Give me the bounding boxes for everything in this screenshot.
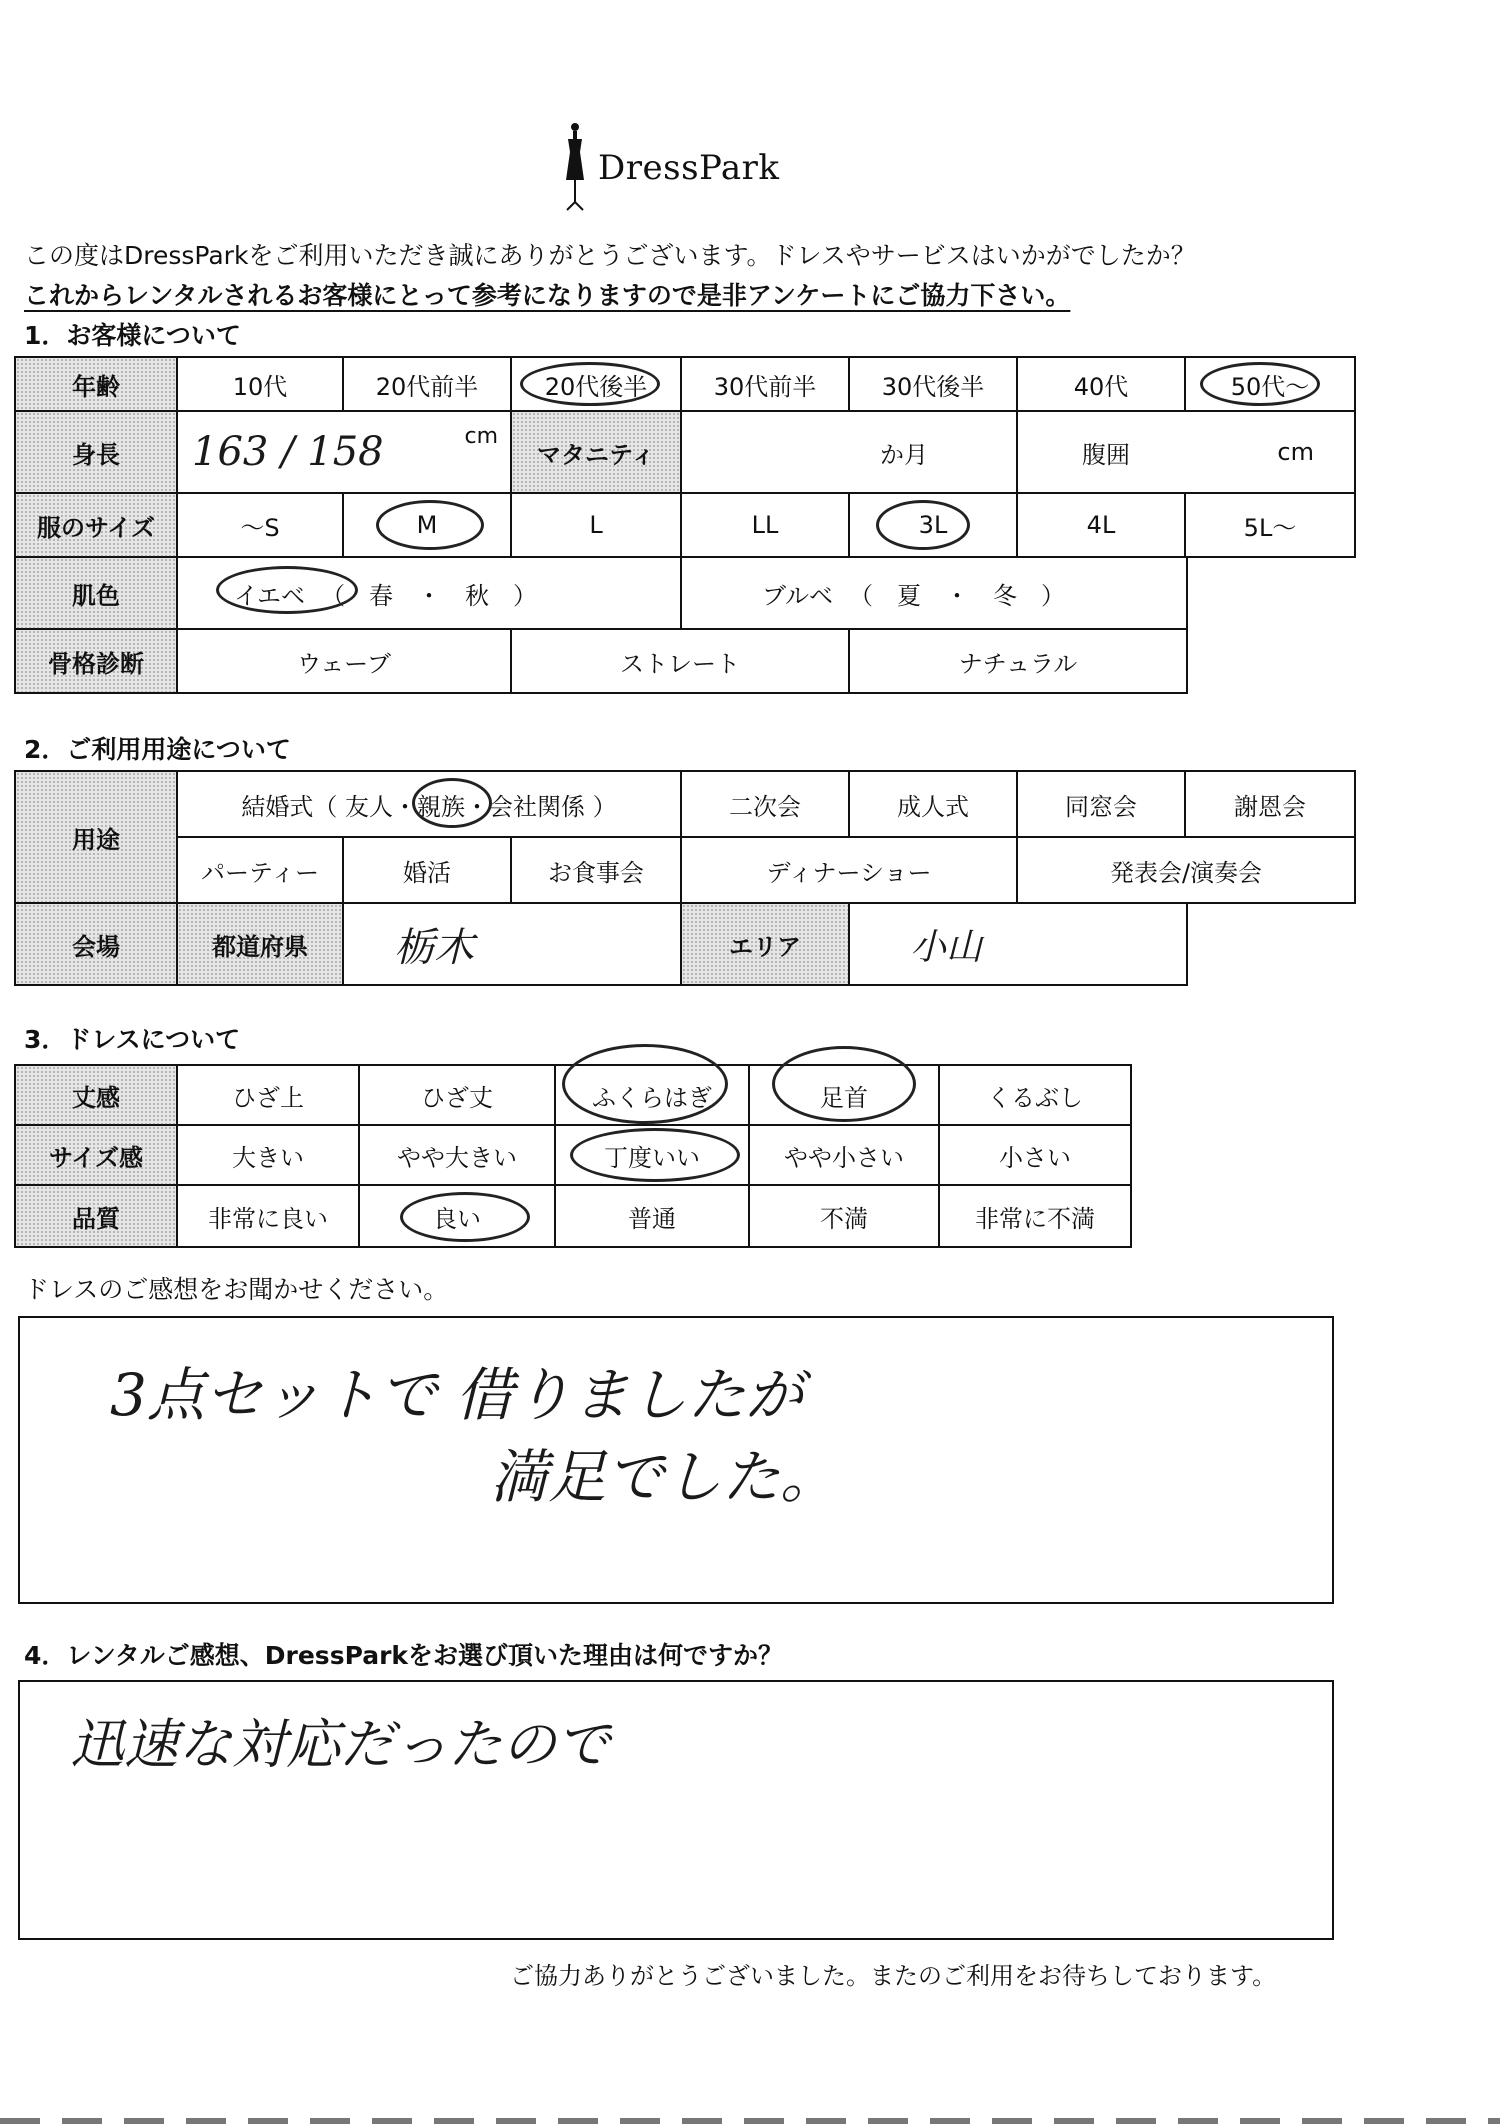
purpose-label: 用途 xyxy=(14,770,178,904)
purpose-option[interactable]: 成人式 xyxy=(848,770,1018,838)
purpose-option[interactable]: ディナーショー xyxy=(680,836,1018,904)
waist-label: 腹囲 xyxy=(1082,440,1130,469)
brand-name: DressPark xyxy=(598,148,780,188)
maternity-field[interactable] xyxy=(680,410,1018,494)
purpose-option[interactable]: 婚活 xyxy=(342,836,512,904)
purpose-option[interactable]: パーティー xyxy=(176,836,344,904)
age-option[interactable]: 40代 xyxy=(1016,356,1186,412)
prefecture-value: 栃木 xyxy=(394,924,474,971)
section3-title: 3．ドレスについて xyxy=(24,1025,241,1054)
area-label: エリア xyxy=(680,902,850,986)
scan-edge-artifact xyxy=(0,2118,1500,2124)
height-unit: cm xyxy=(464,424,498,449)
age-option[interactable]: 20代前半 xyxy=(342,356,512,412)
length-label: 丈感 xyxy=(14,1064,178,1126)
frame-option[interactable]: ストレート xyxy=(510,628,850,694)
area-field[interactable] xyxy=(848,902,1188,986)
section2-title: 2．ご利用用途について xyxy=(24,735,291,764)
purpose-option[interactable]: 二次会 xyxy=(680,770,850,838)
size-option[interactable]: M xyxy=(342,492,512,558)
purpose-wedding[interactable]: 結婚式（ 友人・親族・会社関係 ） xyxy=(176,770,682,838)
quality-option[interactable]: 良い xyxy=(358,1184,556,1248)
age-option[interactable]: 20代後半 xyxy=(510,356,682,412)
purpose-option[interactable]: 謝恩会 xyxy=(1184,770,1356,838)
height-value: 163 / 158 xyxy=(192,429,384,475)
length-option[interactable]: ひざ上 xyxy=(176,1064,360,1126)
dress-comment-line: 満足でした。 xyxy=(490,1443,839,1511)
frame-option[interactable]: ナチュラル xyxy=(848,628,1188,694)
dress-form-icon xyxy=(562,122,588,214)
size-option[interactable]: ～S xyxy=(176,492,344,558)
quality-option[interactable]: 非常に不満 xyxy=(938,1184,1132,1248)
length-option[interactable]: ふくらはぎ xyxy=(554,1064,750,1126)
section1-title: 1．お客様について xyxy=(24,321,241,350)
prefecture-field[interactable] xyxy=(342,902,682,986)
skin-blue-seasons: （ 夏 ・ 冬 ） xyxy=(849,581,1066,610)
height-field[interactable] xyxy=(176,410,512,494)
reason-answer-text: 迅速な対応だったので xyxy=(70,1713,610,1776)
size-option[interactable]: L xyxy=(510,492,682,558)
skin-yellow-label: イエベ xyxy=(234,581,306,610)
dress-comment-prompt: ドレスのご感想をお聞かせください。 xyxy=(24,1275,449,1304)
length-option[interactable]: 足首 xyxy=(748,1064,940,1126)
dress-comment-box[interactable] xyxy=(18,1316,1334,1604)
closing-message: ご協力ありがとうございました。またのご利用をお待ちしております。 xyxy=(510,1962,1277,1990)
prefecture-label: 都道府県 xyxy=(176,902,344,986)
age-option[interactable]: 30代後半 xyxy=(848,356,1018,412)
fit-label: サイズ感 xyxy=(14,1124,178,1186)
purpose-option[interactable]: お食事会 xyxy=(510,836,682,904)
skin-label: 肌色 xyxy=(14,556,178,630)
length-option[interactable]: くるぶし xyxy=(938,1064,1132,1126)
skin-blue-label: ブルベ xyxy=(762,581,834,610)
quality-option[interactable]: 不満 xyxy=(748,1184,940,1248)
intro-text: この度はDressParkをご利用いただき誠にありがとうございます。ドレスやサービスはいかがでしたか？ xyxy=(24,241,1196,270)
section4-title: 4．レンタルご感想、DressParkをお選び頂いた理由は何ですか？ xyxy=(24,1641,784,1670)
size-option[interactable]: LL xyxy=(680,492,850,558)
height-label: 身長 xyxy=(14,410,178,494)
dress-comment-line: 3点セットで 借りましたが xyxy=(110,1361,804,1429)
fit-option[interactable]: やや大きい xyxy=(358,1124,556,1186)
frame-label: 骨格診断 xyxy=(14,628,178,694)
frame-option[interactable]: ウェーブ xyxy=(176,628,512,694)
quality-label: 品質 xyxy=(14,1184,178,1248)
age-option[interactable]: 50代～ xyxy=(1184,356,1356,412)
fit-option[interactable]: 丁度いい xyxy=(554,1124,750,1186)
purpose-option[interactable]: 同窓会 xyxy=(1016,770,1186,838)
size-label: 服のサイズ xyxy=(14,492,178,558)
intro-request: これからレンタルされるお客様にとって参考になりますので是非アンケートにご協力下さい。 xyxy=(24,281,1071,310)
venue-label: 会場 xyxy=(14,902,178,986)
fit-option[interactable]: 大きい xyxy=(176,1124,360,1186)
size-option[interactable]: 5L～ xyxy=(1184,492,1356,558)
age-option[interactable]: 30代前半 xyxy=(680,356,850,412)
maternity-unit: か月 xyxy=(880,440,928,469)
age-option[interactable]: 10代 xyxy=(176,356,344,412)
length-option[interactable]: ひざ丈 xyxy=(358,1064,556,1126)
quality-option[interactable]: 普通 xyxy=(554,1184,750,1248)
maternity-label: マタニティ xyxy=(510,410,682,494)
size-option[interactable]: 4L xyxy=(1016,492,1186,558)
reason-answer-box[interactable] xyxy=(18,1680,1334,1940)
area-value: 小山 xyxy=(910,926,983,968)
skin-blue-option[interactable] xyxy=(680,556,1188,630)
size-option[interactable]: 3L xyxy=(848,492,1018,558)
purpose-option[interactable]: 発表会/演奏会 xyxy=(1016,836,1356,904)
waist-unit: cm xyxy=(1277,438,1314,466)
waist-field[interactable] xyxy=(1016,410,1356,494)
fit-option[interactable]: 小さい xyxy=(938,1124,1132,1186)
fit-option[interactable]: やや小さい xyxy=(748,1124,940,1186)
skin-yellow-option[interactable] xyxy=(176,556,682,630)
brand-logo xyxy=(562,122,780,214)
age-label: 年齢 xyxy=(14,356,178,412)
skin-yellow-seasons: （ 春 ・ 秋 ） xyxy=(321,581,538,610)
quality-option[interactable]: 非常に良い xyxy=(176,1184,360,1248)
